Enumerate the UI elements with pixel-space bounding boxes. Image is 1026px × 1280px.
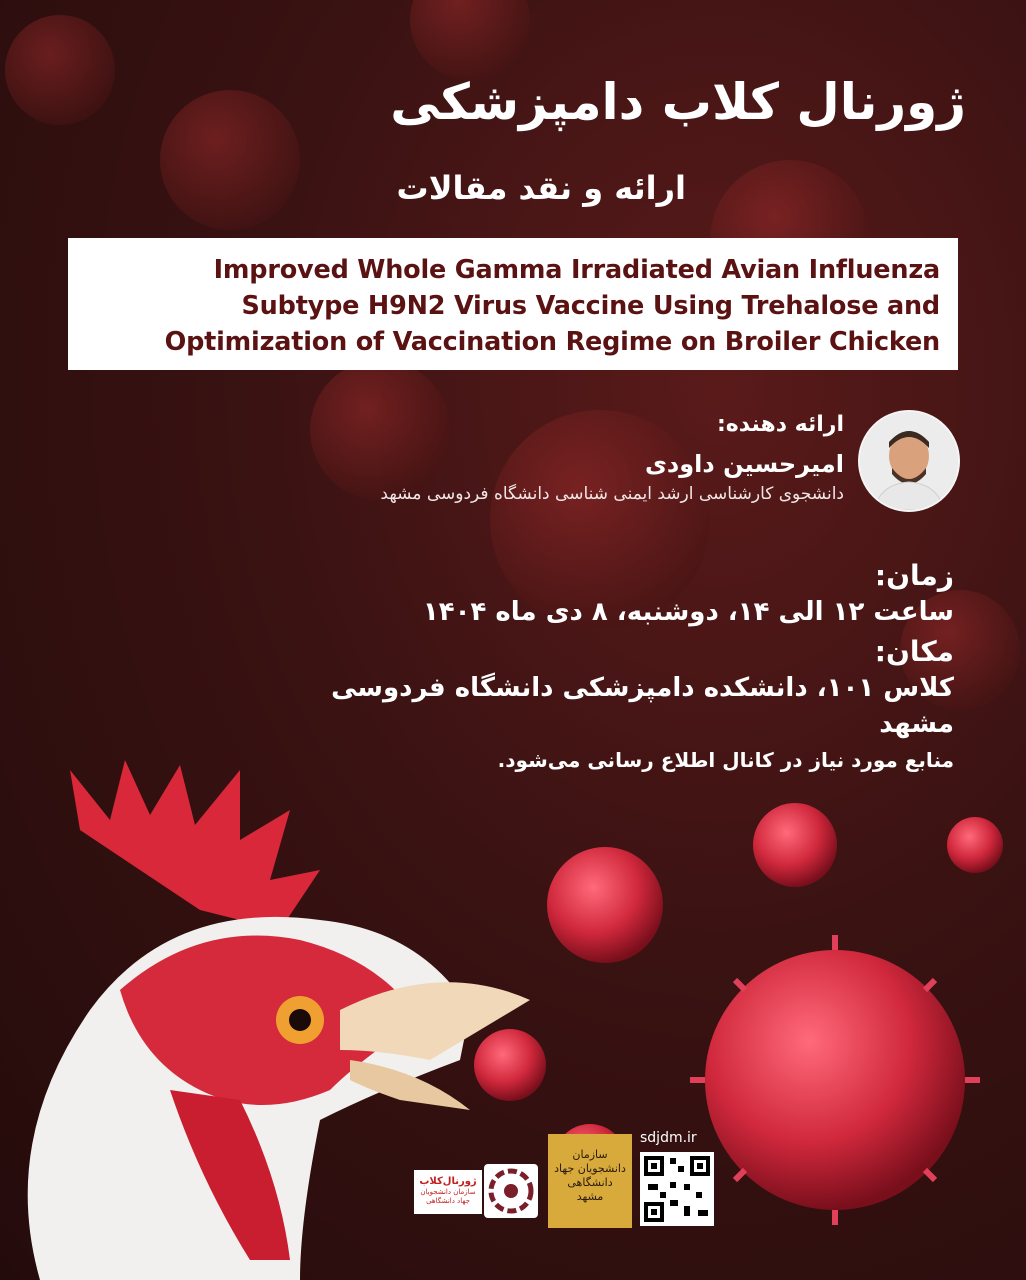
qr-icon bbox=[640, 1152, 714, 1226]
avatar bbox=[858, 410, 960, 512]
paper-title-line: Subtype H9N2 Virus Vaccine Using Trehalose and bbox=[241, 291, 940, 321]
jahad-daneshgahi-logo: سازمان دانشجویان جهاد دانشگاهی مشهد bbox=[548, 1134, 632, 1228]
page-subtitle: ارائه و نقد مقالات bbox=[396, 169, 686, 207]
place-value: کلاس ۱۰۱، دانشکده دامپزشکی دانشگاه فردوسی مشهد bbox=[331, 673, 954, 739]
logo1-title: ژورنال‌کلاب bbox=[419, 1176, 477, 1187]
page-title: ژورنال کلاب دامپزشکی bbox=[390, 73, 966, 131]
paper-title-line: Improved Whole Gamma Irradiated Avian Influenza bbox=[213, 255, 940, 285]
resources-note: منابع مورد نیاز در کانال اطلاع رسانی می‌شود. bbox=[497, 748, 954, 772]
person-photo bbox=[860, 412, 958, 510]
logo1-subtitle: سازمان دانشجویان جهاد دانشگاهی bbox=[420, 1188, 476, 1205]
organization-emblem bbox=[484, 1164, 538, 1218]
website-url[interactable]: sdjdm.ir bbox=[640, 1130, 697, 1146]
emblem-icon bbox=[484, 1164, 538, 1218]
qr-code[interactable] bbox=[640, 1152, 714, 1226]
journal-club-logo bbox=[414, 1170, 482, 1214]
time-label: زمان: bbox=[874, 559, 954, 592]
presenter-name: امیرحسین داودی bbox=[644, 450, 844, 478]
place-label: مکان: bbox=[874, 635, 954, 668]
presenter-description: دانشجوی کارشناسی ارشد ایمنی شناسی دانشگاه فردوسی مشهد bbox=[380, 484, 844, 504]
time-value: ساعت ۱۲ الی ۱۴، دوشنبه، ۸ دی ماه ۱۴۰۴ bbox=[422, 597, 954, 627]
paper-title-line: Optimization of Vaccination Regime on Broiler Chicken bbox=[164, 327, 940, 357]
paper-title-box bbox=[68, 238, 958, 370]
footer-logos bbox=[400, 1118, 730, 1228]
presenter-label: ارائه دهنده: bbox=[716, 412, 844, 437]
